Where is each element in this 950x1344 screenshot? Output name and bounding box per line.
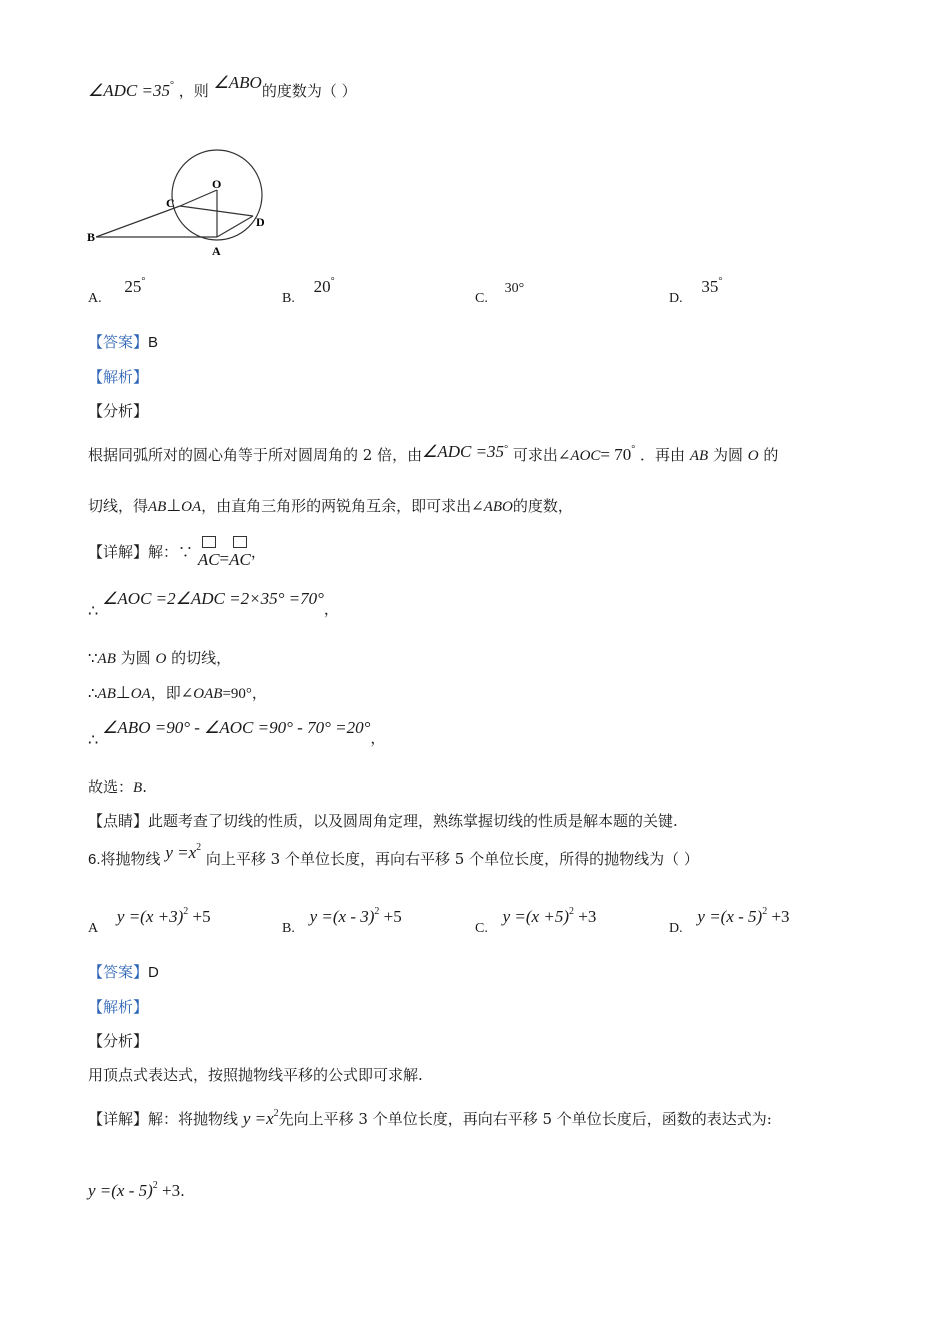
dianjing-tag: 【点睛】 [88,812,149,830]
option-value: 25 [124,277,142,296]
answer-tag: 【答案】 [88,963,149,981]
math-ab: AB [97,686,116,702]
text-run: 根据同弧所对的圆心角等于所对圆周角的 2 倍，由 [88,446,423,464]
option-degree: ° [330,276,335,287]
q6-fenxi-text: 用顶点式表达式，按照抛物线平移的公式即可求解. [88,1066,423,1084]
text-run: 将抛物线 [100,850,161,868]
therefore-symbol: ∴ [88,601,99,620]
math-ab: AB [148,499,167,515]
math-oa: OA [130,686,151,702]
q5-dianjing [88,810,678,831]
q5-condition-sep: ，则 [178,82,209,100]
text-run: 先向上平移 3 个单位长度，再向右平移 5 个单位长度后，函数的表达式为: [278,1110,772,1128]
math-ab: AB [97,651,116,667]
math-o: O [747,448,759,464]
text-run: 切线，得 [88,497,149,515]
arc-symbol [233,536,247,548]
arc-left [198,536,220,570]
text-run: ，即∠ [150,684,194,702]
q6-result [88,1180,185,1201]
equals: = [219,549,230,568]
q6-answer [88,961,159,982]
line-ad [217,216,253,237]
exponent: 2 [568,906,574,917]
q6-stem [88,842,699,869]
therefore-symbol: ∴ [88,730,99,749]
answer-tag: 【答案】 [88,333,149,351]
label-d: D [256,215,265,229]
q5-ask-text: 的度数为（ ） [261,82,357,100]
q6-option-a [88,906,211,936]
arc-label: AC [197,550,220,569]
degree: ° [631,444,636,455]
q5-choose [88,776,147,797]
option-expr: y =(x +3) [116,907,184,926]
comma: ， [323,600,339,618]
q5-option-d [669,276,723,306]
q5-step1 [88,588,339,620]
q5-fenxi-tag: 【分析】 [88,402,149,420]
label-a: A [212,244,221,258]
step-math: ∠AOC =2∠ADC =2×35° =70° [102,589,324,608]
option-letter: C. [475,291,488,306]
exponent: 2 [183,906,189,917]
text-run: 为圆 [712,446,743,464]
label-c: C [166,196,175,210]
step-math: ∠ABO =90° - ∠AOC =90° - 70° =20° [102,718,371,737]
text-run: . [142,778,147,796]
answer-value: B [148,334,159,351]
label-o: O [212,177,222,191]
detail-tag: 【详解】 [88,1110,149,1128]
option-value: 20 [313,277,331,296]
text-run: 解：将抛物线 [148,1110,239,1128]
option-value: 35 [701,277,719,296]
option-tail: +3 [573,907,597,926]
result-expr: y =(x - 5) [88,1181,153,1200]
answer-value: D [148,964,159,981]
q5-step2 [88,647,231,668]
comma: ， [250,543,266,561]
text-run: ．再由 [640,446,686,464]
because-symbol: ∵ [88,649,98,667]
math-value: = 70 [600,445,632,464]
dianjing-text: 此题考查了切线的性质，以及圆周角定理，熟练掌握切线的性质是解本题的关键. [148,812,678,830]
q5-option-c [475,276,525,306]
q5-step4 [88,717,386,749]
option-expr: y =(x - 5) [697,907,763,926]
choose-letter: B [133,780,143,796]
line-oc [180,190,217,206]
text-run: =90°， [222,686,267,702]
q6-detail [88,1108,772,1129]
q5-option-a [88,276,146,306]
option-letter: A [88,921,99,936]
text-run: 的切线， [171,649,232,667]
question-number: 6. [88,851,101,868]
option-expr: y =(x - 3) [309,907,375,926]
arc-right [229,536,251,570]
text-run: 的 [763,446,779,464]
perp-symbol: ⊥ [166,496,182,515]
q5-condition-angle: ∠ADC =35 [88,81,170,100]
arc-label: AC [229,550,251,569]
q5-stem-line [88,73,357,101]
math-aoc: AOC [570,448,601,464]
q6-option-b [282,906,402,936]
option-tail: +3 [767,907,790,926]
option-tail: +5 [188,907,211,926]
exponent: 2 [196,842,202,853]
option-degree: ° [718,276,723,287]
q5-circle-figure [80,148,280,263]
option-value: 30° [504,281,525,296]
option-letter: D. [669,291,683,306]
perp-symbol: ⊥ [115,683,131,702]
therefore-symbol: ∴ [88,684,98,702]
math-abo: ABO [483,499,513,515]
q5-fenxi-line2 [88,495,573,516]
comma: ， [370,729,386,747]
option-degree: ° [141,276,146,287]
line-bc [96,206,180,237]
q5-option-b [282,276,335,306]
q5-fenxi-line1 [88,444,778,465]
label-b: B [87,230,96,244]
option-letter: C. [475,921,488,936]
text-run: 向上平移 3 个单位长度，再向右平移 5 个单位长度，所得的抛物线为（ ） [205,850,699,868]
q5-analysis-tag: 【解析】 [88,368,149,386]
exponent: 2 [374,906,380,917]
detail-lead: 解：∵ [148,543,194,561]
text-run: 为圆 [120,649,151,667]
q5-detail-line [88,536,266,570]
math-ab: AB [689,448,709,464]
q5-answer [88,331,158,352]
detail-tag: 【详解】 [88,543,149,561]
result-tail: +3 [157,1181,181,1200]
detail-math: y =x [242,1109,274,1128]
math-oab: OAB [193,686,223,702]
q5-ask-angle: ∠ABO [213,73,262,92]
exponent: 2 [152,1180,158,1191]
q6-option-d [669,906,790,936]
text-run: 可求出∠ [512,446,571,464]
q6-fenxi-tag: 【分析】 [88,1032,149,1050]
q5-condition-degree: ° [169,80,174,91]
text-run: ，由直角三角形的两锐角互余，即可求出∠ [201,497,484,515]
q5-step3 [88,682,267,703]
text-run: 故选： [88,778,134,796]
period: . [180,1182,185,1200]
degree: ° [504,444,509,455]
exponent: 2 [762,906,768,917]
stem-math: y =x [165,843,197,862]
option-tail: +5 [379,907,402,926]
exponent: 2 [273,1108,279,1119]
option-letter: D. [669,921,683,936]
text-run: 的度数， [512,497,573,515]
option-letter: B. [282,921,295,936]
option-expr: y =(x +5) [502,907,569,926]
option-letter: A. [88,291,102,306]
arc-symbol [202,536,216,548]
math-o: O [155,651,167,667]
q6-analysis-tag: 【解析】 [88,998,149,1016]
math-angle: ∠ADC =35 [422,442,505,461]
option-letter: B. [282,291,295,306]
math-oa: OA [181,499,202,515]
q6-option-c [475,906,597,936]
